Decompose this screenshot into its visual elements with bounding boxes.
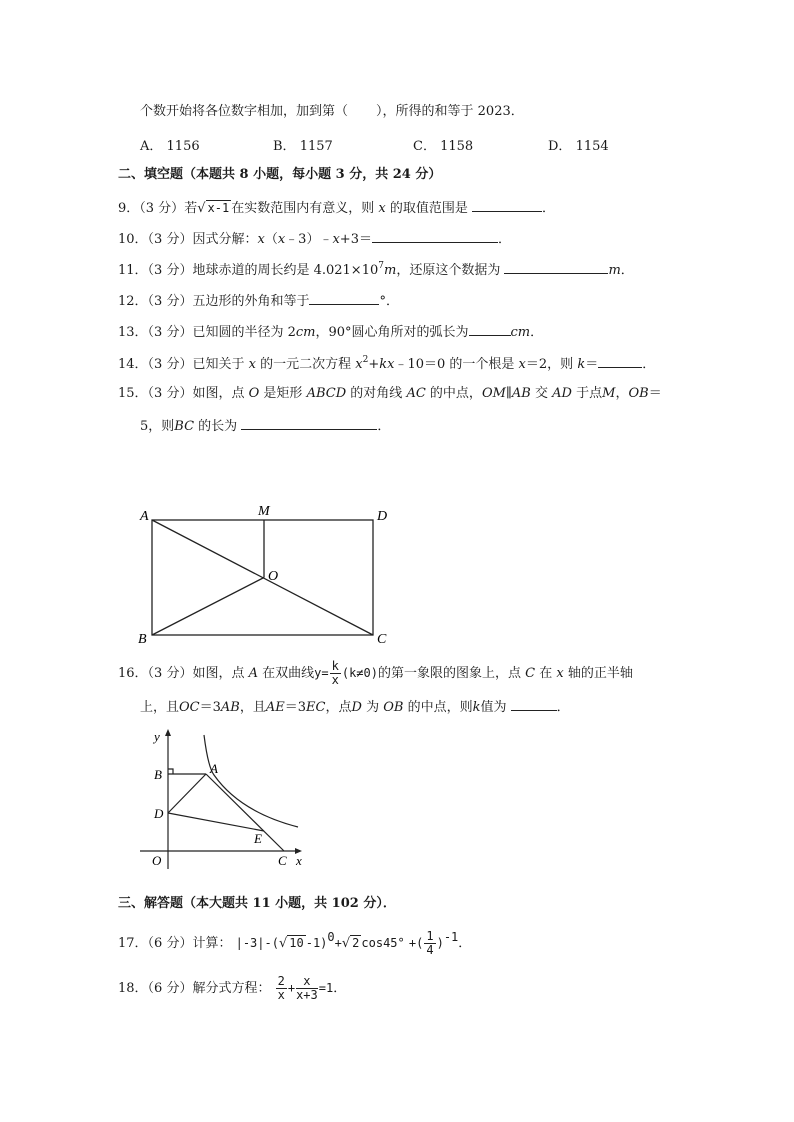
q11-answer-blank[interactable]	[504, 260, 608, 274]
q8-option-a[interactable]: A． 1156	[140, 139, 200, 154]
q15-line-1: 15．（3 分）如图，点 O 是矩形 ABCD 的对角线 AC 的中点，OM∥AB 交 AD 于点M，OB＝	[118, 386, 662, 401]
label-b: B	[138, 632, 147, 647]
q15-answer-blank[interactable]	[241, 416, 377, 430]
label-d: D	[377, 509, 388, 524]
q8-text-a: 个数开始将各位数字相加，加到第（	[140, 104, 349, 119]
label-a: A	[210, 761, 218, 776]
q13-answer-blank[interactable]	[469, 322, 511, 336]
label-e: E	[254, 831, 262, 846]
section-2-title: 二、填空题（本题共 8 小题，每小题 3 分，共 24 分）	[118, 167, 442, 182]
q9-radicand: x-1	[207, 201, 230, 215]
q13: 13．（3 分）已知圆的半径为 2cm，90°圆心角所对的弧长为 cm．	[118, 322, 543, 342]
label-o: O	[268, 569, 279, 584]
q16-line-1: 16．（3 分）如图，点 A 在双曲线y= $\frac{k}{x}$ (k≠0)的第一象限的图象上，点 C 在 x 轴的正半轴	[118, 659, 633, 687]
label-m: M	[258, 504, 270, 519]
q17-abs-value: |-3|	[235, 936, 265, 950]
q14-answer-blank[interactable]	[598, 354, 642, 368]
segment-da	[168, 774, 206, 813]
q14: 14．（3 分）已知关于 x 的一元二次方程 $x^2+kx﹣10=0$ 的一个根是 x＝2，则 k＝ ．	[118, 355, 656, 372]
hyperbola-curve	[204, 735, 298, 827]
q9: 9．（3 分）若√ x-1 在实数范围内有意义，则 x 的取值范围是 ．	[118, 198, 555, 218]
right-angle-mark	[168, 769, 173, 774]
q8-text-b: ），所得的和等于 2023．	[376, 104, 524, 119]
q16-answer-blank[interactable]	[511, 697, 557, 711]
label-y: y	[154, 729, 160, 744]
q16-hyperbola-figure	[140, 727, 320, 872]
q8-stem-continued	[140, 103, 524, 121]
q15-line-2: 5，则BC 的长为 ．	[140, 416, 390, 436]
label-o: O	[152, 853, 162, 868]
label-d: D	[154, 806, 164, 821]
label-x: x	[296, 853, 302, 868]
q12-answer-blank[interactable]	[309, 291, 379, 305]
label-b: B	[154, 767, 162, 782]
q9-answer-blank[interactable]	[472, 198, 542, 212]
q18: 18．（6 分）解分式方程： $\frac{2}{x}$ + $\frac{x}{x+3}$ =1．	[118, 974, 347, 1002]
q10: 10．（3 分）因式分解：x（x﹣3）﹣x+3＝ ．	[118, 229, 511, 249]
q8-option-d[interactable]: D． 1154	[548, 139, 609, 154]
segment-bo	[152, 578, 264, 636]
segment-de	[168, 813, 264, 831]
label-c: C	[377, 632, 387, 647]
q12: 12．（3 分）五边形的外角和等于 °．	[118, 291, 399, 311]
q11: 11．（3 分）地球赤道的周长约是 $4.021\times 10^7m$，还原这个数据为 m．	[118, 261, 634, 278]
label-a: A	[140, 509, 149, 524]
segment-ac	[206, 774, 284, 851]
q16-line-2: 上，且OC＝3AB，且AE＝3EC，点D 为 OB 的中点，则k值为 ．	[140, 697, 570, 717]
section-3-title: 三、解答题（本大题共 11 小题，共 102 分）．	[118, 896, 396, 911]
q15-rectangle-figure	[130, 498, 400, 648]
q8-option-c[interactable]: C． 1158	[413, 139, 474, 154]
q8-option-b[interactable]: B． 1157	[273, 139, 333, 154]
label-c: C	[278, 853, 287, 868]
q17: 17．（6 分）计算： |-3|-(√ 10 -1)$^0$+√ 2 cos45° +( $\frac{1}{4}$ )$^{-1}$．	[118, 929, 472, 957]
y-axis-arrow-icon	[165, 729, 171, 736]
q10-answer-blank[interactable]	[372, 229, 498, 243]
